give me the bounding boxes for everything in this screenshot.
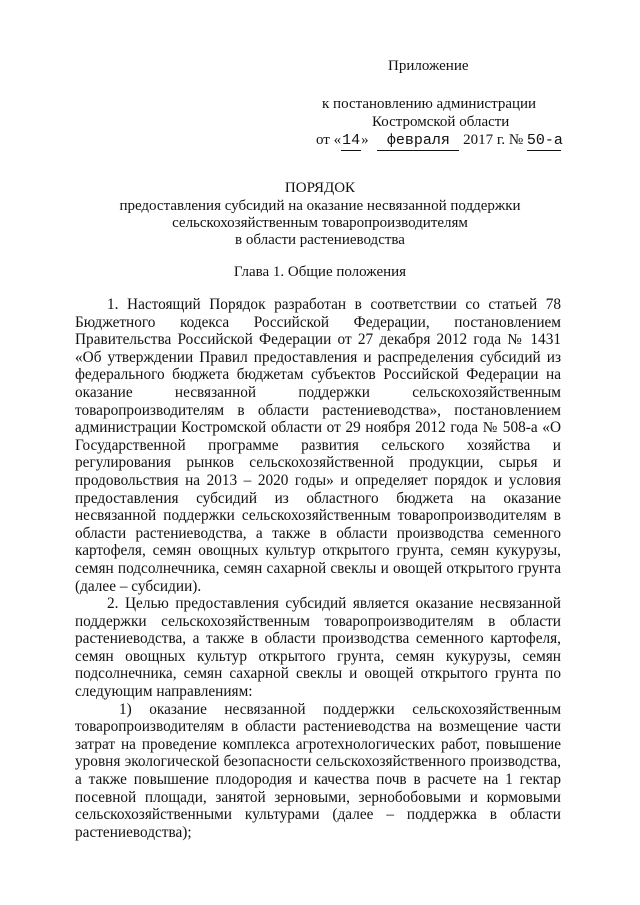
resolution-date-line xyxy=(316,131,561,151)
paragraph-2: 2. Целью предоставления субсидий является оказание несвязанной поддержки сельскохозяйственным товаропроизводителям в области растениеводства, а также в области производства семенного картофеля, семян овощных культур открытого грунта, семян кукурузы, семян подсолнечника, семян сахарной свеклы и овощей открытого грунта по следующим направлениям: xyxy=(75,595,561,701)
document-number: 50-а xyxy=(526,132,563,149)
date-year: 2017 г. № xyxy=(463,132,524,148)
date-day: 14 xyxy=(342,132,361,149)
document-title: ПОРЯДОК xyxy=(284,180,356,196)
date-quote-close: » xyxy=(361,132,369,148)
document-body xyxy=(75,296,561,841)
date-month: февраля xyxy=(377,132,459,151)
title-line-2: сельскохозяйственным товаропроизводителям xyxy=(172,215,468,231)
chapter-heading: Глава 1. Общие положения xyxy=(233,264,407,280)
date-prefix: от « xyxy=(316,132,342,148)
region-label: Костромской области xyxy=(372,114,510,130)
paragraph-1: 1. Настоящий Порядок разработан в соответствии со статьей 78 Бюджетного кодекса Российской Федерации, постановлением Правительства Российской Федерации от 27 декабря 2012 года № 1431 «Об утверждении Правил предоставления и распределения субсидий из федерального бюджета бюджетам субъектов Российской Федерации на оказание несвязанной поддержки сельскохозяйственным товаропроизводителям в области растениеводства», постановлением администрации Костромской области от 29 ноября 2012 года № 508-а «О Государственной программе развития сельского хозяйства и регулирования рынков сельскохозяйственной продукции, сырья и продовольствия на 2013 – 2020 годы» и определяет порядок и условия предоставления субсидий из областного бюджета на оказание несвязанной поддержки сельскохозяйственным товаропроизводителям в области растениеводства, а также в области производства семенного картофеля, семян овощных культур открытого грунта, семян кукурузы, семян подсолнечника, семян сахарной свеклы и овощей открытого грунта (далее – субсидии). xyxy=(75,296,561,595)
paragraph-2-item-1: 1) оказание несвязанной поддержки сельскохозяйственным товаропроизводителям в области растениеводства на возмещение части затрат на проведение комплекса агротехнологических работ, повышение уровня экологической безопасности сельскохозяйственного производства, а также повышение плодородия и качества почв в расчете на 1 гектар посевной площади, занятой зерновыми, зернобобовыми и кормовыми сельскохозяйственными культурами (далее – поддержка в области растениеводства); xyxy=(75,700,561,841)
appendix-label: Приложение xyxy=(388,58,469,74)
title-line-3: в области растениеводства xyxy=(235,232,405,248)
title-line-1: предоставления субсидий на оказание несвязанной поддержки xyxy=(119,198,521,214)
resolution-label: к постановлению администрации xyxy=(322,96,537,112)
